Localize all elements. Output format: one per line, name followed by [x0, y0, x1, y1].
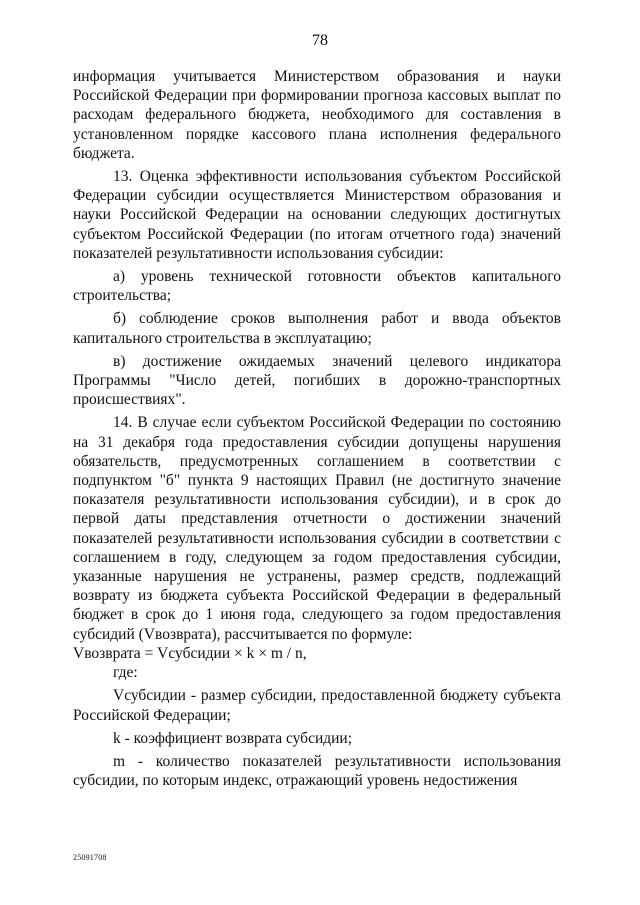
formula: Vвозврата = Vсубсидии × k × m / n,	[73, 644, 307, 662]
list-item-b: б) соблюдение сроков выполнения работ и ввода объектов капитального строительства в эксплуатацию;	[73, 310, 561, 347]
definition-k: k - коэффициент возврата субсидии;	[113, 729, 353, 747]
paragraph-continuation: информация учитывается Министерством образования и науки Российской Федерации при формировании прогноза кассовых выплат по расходам федерального бюджета, необходимого для составления в установленном порядке кассового плана исполнения федерального бюджета.	[73, 68, 561, 162]
document-code: 25091708	[73, 853, 107, 862]
document-body	[73, 67, 561, 790]
page-number: 78	[312, 32, 328, 49]
list-item-v: в) достижение ожидаемых значений целевого индикатора Программы "Число детей, погибших в дорожно-транспортных происшествиях".	[73, 352, 561, 409]
paragraph-13: 13. Оценка эффективности использования субъектом Российской Федерации субсидии осуществляется Министерством образования и науки Российской Федерации на основании следующих достигнутых субъектом Российской Федерации (по итогам отчетного года) значений показателей результативности использования субсидии:	[73, 168, 561, 262]
definition-v-subsidii: Vсубсидии - размер субсидии, предоставленной бюджету субъекта Российской Федерации;	[73, 687, 561, 724]
list-item-a: а) уровень технической готовности объектов капитального строительства;	[73, 268, 561, 305]
where-label: где:	[113, 664, 138, 682]
definition-m: m - количество показателей результативности использования субсидии, по которым индекс, отражающий уровень недостижения	[73, 752, 561, 790]
paragraph-14: 14. В случае если субъектом Российской Федерации по состоянию на 31 декабря года предоставления субсидии допущены нарушения обязательств, предусмотренных соглашением в соответствии с подпунктом "б" пункта 9 настоящих Правил (не достигнуто значение показателя результативности использования субсидии), и в срок до первой даты представления отчетности о достижении значений показателей результативности использования субсидии в соответствии с соглашением в году, следующем за годом предоставления субсидии, указанные нарушения не устранены, размер средств, подлежащий возврату из бюджета субъекта Российской Федерации в федеральный бюджет в срок до 1 июня года, следующего за годом предоставления субсидий (Vвозврата), рассчитывается по формуле:	[73, 414, 561, 643]
